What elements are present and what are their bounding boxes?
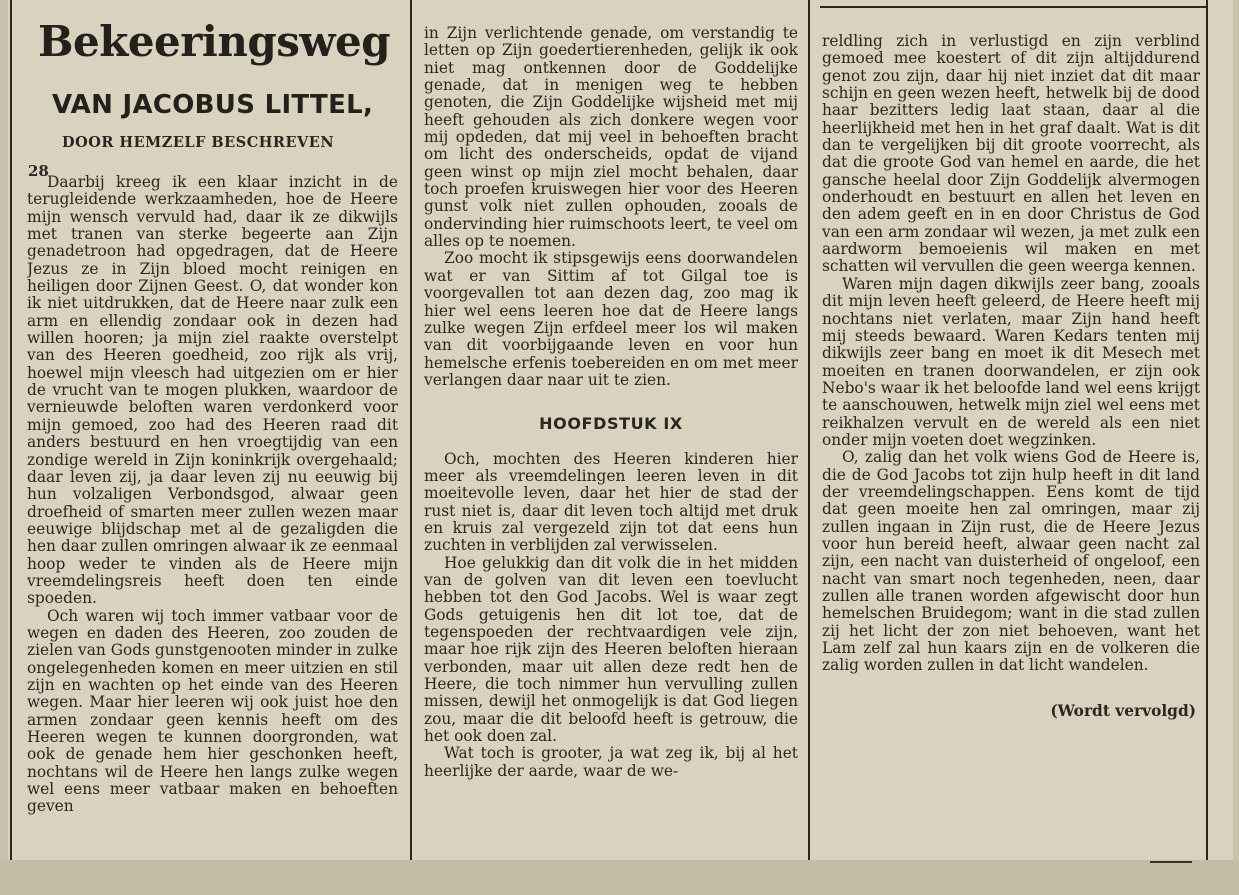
top-rule-col3 — [820, 6, 1206, 8]
paragraph: reldling zich in verlustigd en zijn verblind gemoed mee koestert of dit zijn altijddurend genot zou zijn, daar hij niet inziet dat dit maar schijn en geen wezen heeft, hetwelk bij de dood haar bezitters ledig laat staan, daar al die heerlijkheid met hen in het graf daalt. Wat is dit dan te vergelijken bij dit groote voorrecht, als dat die groote God van hemel en aarde, die het gansche heelal door Zijn Goddelijk alvermogen onderhoudt en bestuurt en allen het leven en den adem geeft en in en door Christus de God van een arm zondaar wil wezen, ja met zulk een aardworm bemoeienis wil maken en met schatten wil vervullen die geen weerga kennen. — [822, 33, 1200, 276]
paragraph: Zoo mocht ik stipsgewijs eens doorwandelen wat er van Sittim af tot Gilgal toe is voorgevallen tot aan dezen dag, zoo mag ik hier wel eens leeren hoe dat de Heere langs zulke wegen Zijn erfdeel meer los wil maken van dit voorbijgaande leven en voor hun hemelsche erfenis toebereiden en om met meer verlangen daar naar uit te zien. — [424, 249, 798, 389]
paragraph: Daarbij kreeg ik een klaar inzicht in de terugleidende werkzaamheden, hoe de Heere mijn wensch vervuld had, daar ik ze dikwijls met tranen van sterke begeerte aan Zijn genadetroon had opgedragen, dat de Heere Jezus ze in Zijn bloed mocht reinigen en heiligen door Zijnen Geest. O, dat wonder kon ik niet uitdrukken, dat de Heere naar zulk een arm en ellendig zondaar ook in dezen had willen hooren; ja mijn ziel raakte overstelpt van des Heeren goedheid, zoo rijk als vrij, hoewel mijn vleesch had uitgezien om er hier de vrucht van te mogen plukken, waardoor de vernieuwde beloften waren verdonkerd voor mijn gemoed, zoo had des Heeren raad dit anders bestuurd en hen vroegtijdig van een zondige wereld in Zijn koninkrijk overgehaald; daar leven zij, ja daar leven zij nu eeuwig bij hun volzaligen Verbondsgod, alwaar geen droefheid of smarten meer zullen wezen maar eeuwige blijdschap met al de gezaligden die hen daar zullen omringen alwaar ik ze eenmaal hoop weder te vinden als de Heere mijn vreemdelingsreis heeft doen ten einde spoeden. — [27, 174, 398, 608]
column-rule-1 — [410, 0, 412, 860]
paragraph: in Zijn verlichtende genade, om verstandig te letten op Zijn goedertierenheden, gelijk ik ook niet mag ontkennen door de Goddelijke genade, dat in menigen weg te hebben genoten, die Zijn Goddelijke wijsheid met mij heeft gehouden als zich donkere wegen voor mij opdeden, dat mij veel in behoeften bracht om licht des onderscheids, opdat de vijand geen winst op mijn ziel mocht behalen, daar toch proefen kruiswegen hier voor des Heeren gunst volk niet zullen ophouden, zooals de ondervinding hier ruimschoots leert, te veel om alles op te noemen. — [424, 25, 798, 251]
installment-number: 28 — [28, 162, 49, 180]
paragraph: Hoe gelukkig dan dit volk die in het midden van de golven van dit leven een toevlucht hebben tot den God Jacobs. Wel is waar zegt Gods getuigenis hen dit lot toe, dat de tegenspoeden der rechtvaardigen vele zijn, maar hoe rijk zijn des Heeren beloften hieraan verbonden, maar uit allen deze redt hen de Heere, die toch nimmer hun vervulling zullen missen, dewijl het onmogelijk is dat God liegen zou, maar die dit beloofd heeft is getrouw, die het ook doen zal. — [424, 553, 798, 746]
paragraph: Och, mochten des Heeren kinderen hier meer als vreemdelingen leeren leven in dit moeitevolle leven, daar het hier de stad der rust niet is, daar dit leven toch altijd met druk en kruis zal vergezeld zijn tot dat eens hun zuchten in verblijden zal verwisselen. — [424, 449, 798, 555]
text-column-2 — [424, 25, 798, 780]
chapter-heading: HOOFDSTUK IX — [539, 414, 683, 434]
text-column-3 — [822, 33, 1200, 720]
article-byline: DOOR HEMZELF BESCHREVEN — [62, 134, 335, 151]
article-subhead: VAN JACOBUS LITTEL, — [52, 90, 374, 120]
column-rule-left — [10, 0, 12, 860]
paragraph: Waren mijn dagen dikwijls zeer bang, zooals dit mijn leven heeft geleerd, de Heere heeft mij nochtans niet verlaten, maar Zijn hand heeft mij steeds bewaard. Waren Kedars tenten mij dikwijls zeer bang en moet ik dit Mesech met moeiten en tranen doorwandelen, er zijn ook Nebo's waar ik het beloofde land wel eens krijgt te aanschouwen, hetwelk mijn ziel wel eens met reikhalzen vervult en de wereld als een niet onder mijn voeten doet wegzinken. — [822, 274, 1200, 449]
to-be-continued-note: (Wordt vervolgd) — [1050, 701, 1196, 720]
column-rule-right — [1206, 0, 1208, 860]
printer-mark — [1150, 833, 1192, 863]
text-column-1 — [27, 174, 398, 816]
column-rule-2 — [808, 0, 810, 860]
paragraph: Wat toch is grooter, ja wat zeg ik, bij al het heerlijke der aarde, waar de we- — [424, 744, 798, 780]
article-headline: Bekeeringsweg — [38, 17, 391, 66]
paragraph: Och waren wij toch immer vatbaar voor de wegen en daden des Heeren, zoo zouden de zielen van Gods gunstgenooten minder in zulke ongelegenheden komen en meer uitzien en stil zijn en wachten op het einde van des Heeren wegen. Maar hier leeren wij ook juist hoe den armen zondaar geen kennis heeft om des Heeren wegen te kunnen doorgronden, wat ook de genade hem hier geschonken heeft, nochtans wil de Heere hen langs zulke wegen wel eens meer vatbaar maken en behoeften geven — [27, 606, 398, 816]
paragraph: O, zalig dan het volk wiens God de Heere is, die de God Jacobs tot zijn hulp heeft in dit land der vreemdelingschappen. Eens komt de tijd dat geen moeite hen zal omringen, maar zij zullen ingaan in Zijn rust, die de Heere Jezus voor hun bereid heeft, alwaar geen nacht zal zijn, een nacht van duisterheid of ongeloof, een nacht van smart noch tegenheden, neen, daar zullen alle tranen worden afgewischt door hun hemelschen Bruidegom; want in die stad zullen zij het licht der zon niet behoeven, want het Lam zelf zal hun kaars zijn en de volkeren die zalig worden zullen in dat licht wandelen. — [822, 448, 1200, 675]
page-bottom-margin — [0, 860, 1239, 895]
